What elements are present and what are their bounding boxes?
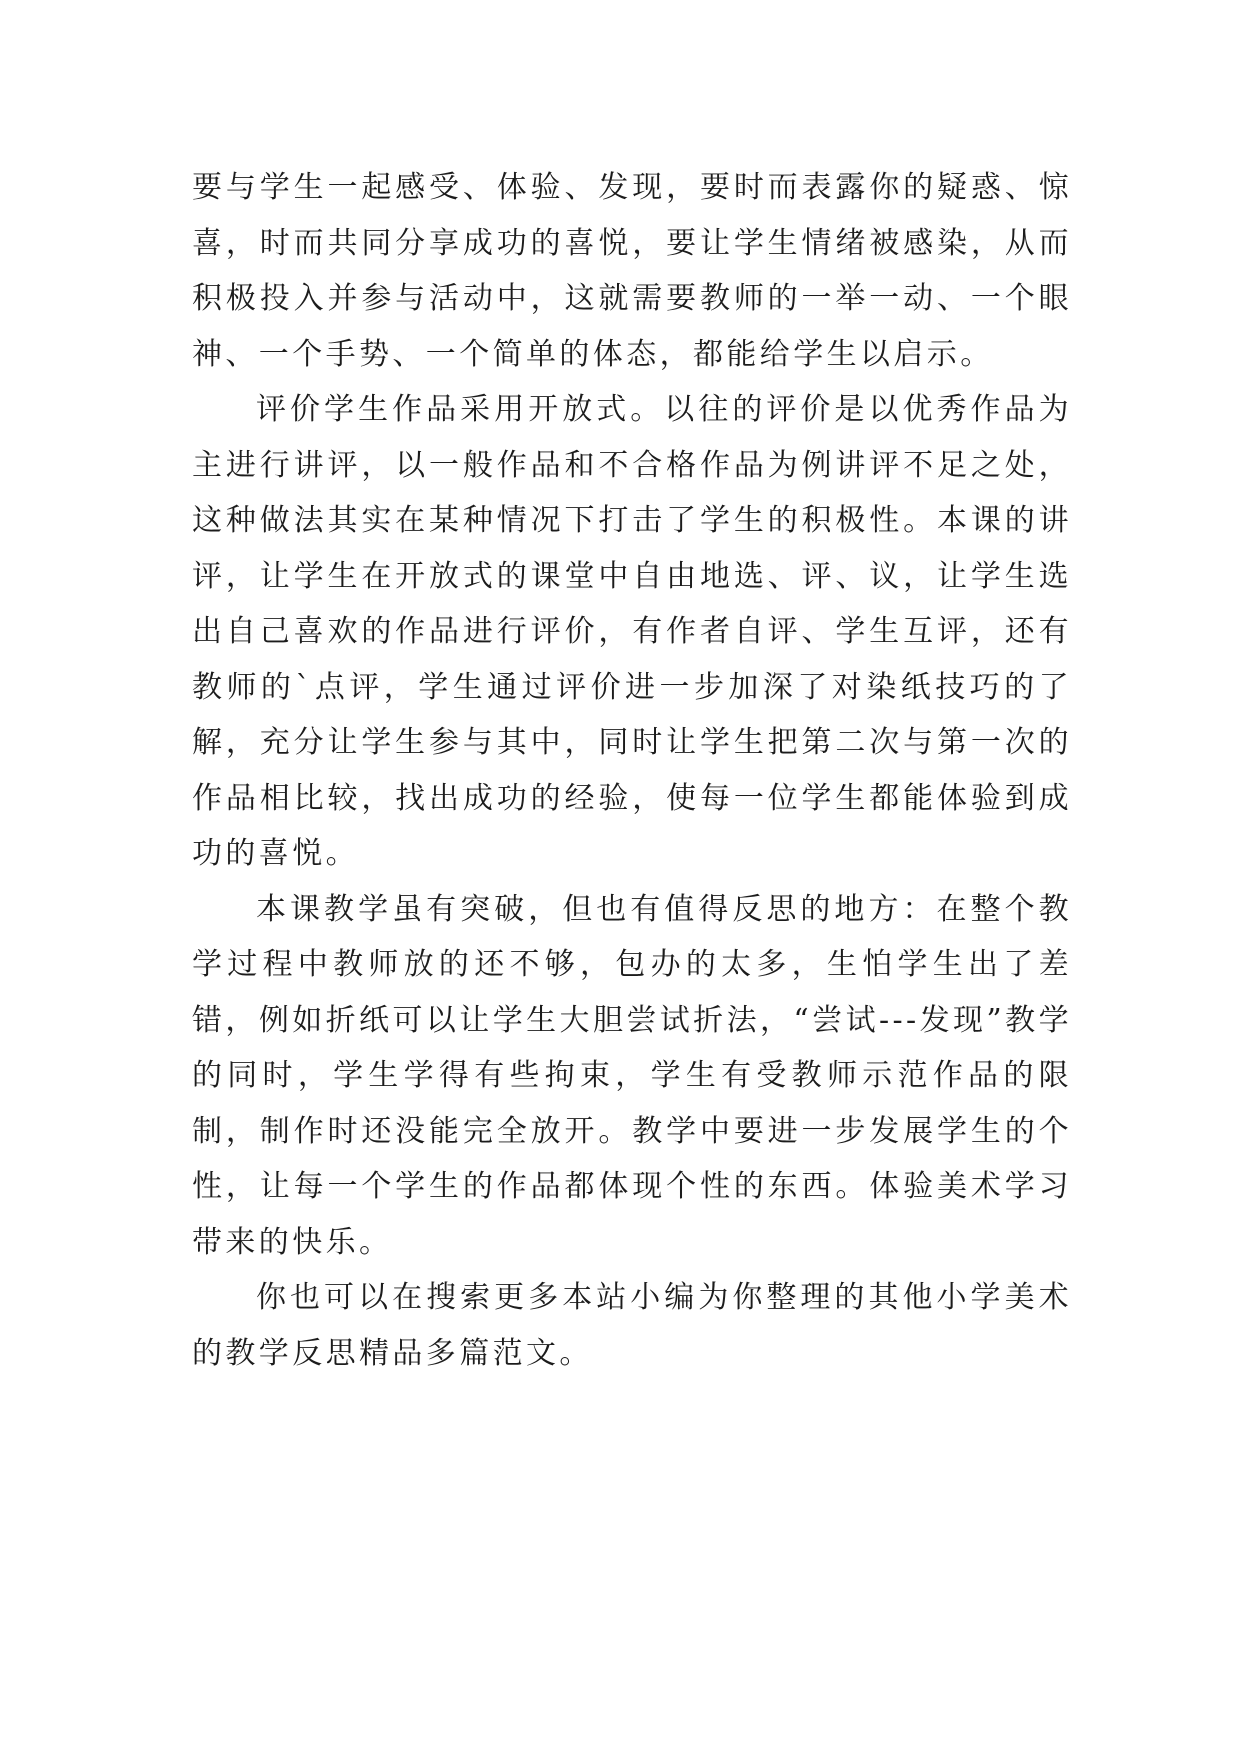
paragraph-2: 评价学生作品采用开放式。以往的评价是以优秀作品为主进行讲评，以一般作品和不合格作品为例讲评不足之处，这种做法其实在某种情况下打击了学生的积极性。本课的讲评，让学生在开放式的课堂中自由地选、评、议，让学生选出自己喜欢的作品进行评价，有作者自评、学生互评，还有教师的`点评，学生通过评价进一步加深了对染纸技巧的了解，充分让学生参与其中，同时让学生把第二次与第一次的作品相比较，找出成功的经验，使每一位学生都能体验到成功的喜悦。 [192,392,1072,871]
paragraph-3: 本课教学虽有突破，但也有值得反思的地方：在整个教学过程中教师放的还不够，包办的太多，生怕学生出了差错，例如折纸可以让学生大胆尝试折法，“尝试---发现”教学的同时，学生学得有些拘束，学生有受教师示范作品的限制，制作时还没能完全放开。教学中要进一步发展学生的个性，让每一个学生的作品都体现个性的东西。体验美术学习带来的快乐。 [192,891,1072,1260]
document-body [192,160,1072,1381]
paragraph-1: 要与学生一起感受、体验、发现，要时而表露你的疑惑、惊喜，时而共同分享成功的喜悦，要让学生情绪被感染，从而积极投入并参与活动中，这就需要教师的一举一动、一个眼神、一个手势、一个简单的体态，都能给学生以启示。 [192,170,1072,372]
paragraph-4: 你也可以在搜索更多本站小编为你整理的其他小学美术的教学反思精品多篇范文。 [192,1280,1072,1371]
